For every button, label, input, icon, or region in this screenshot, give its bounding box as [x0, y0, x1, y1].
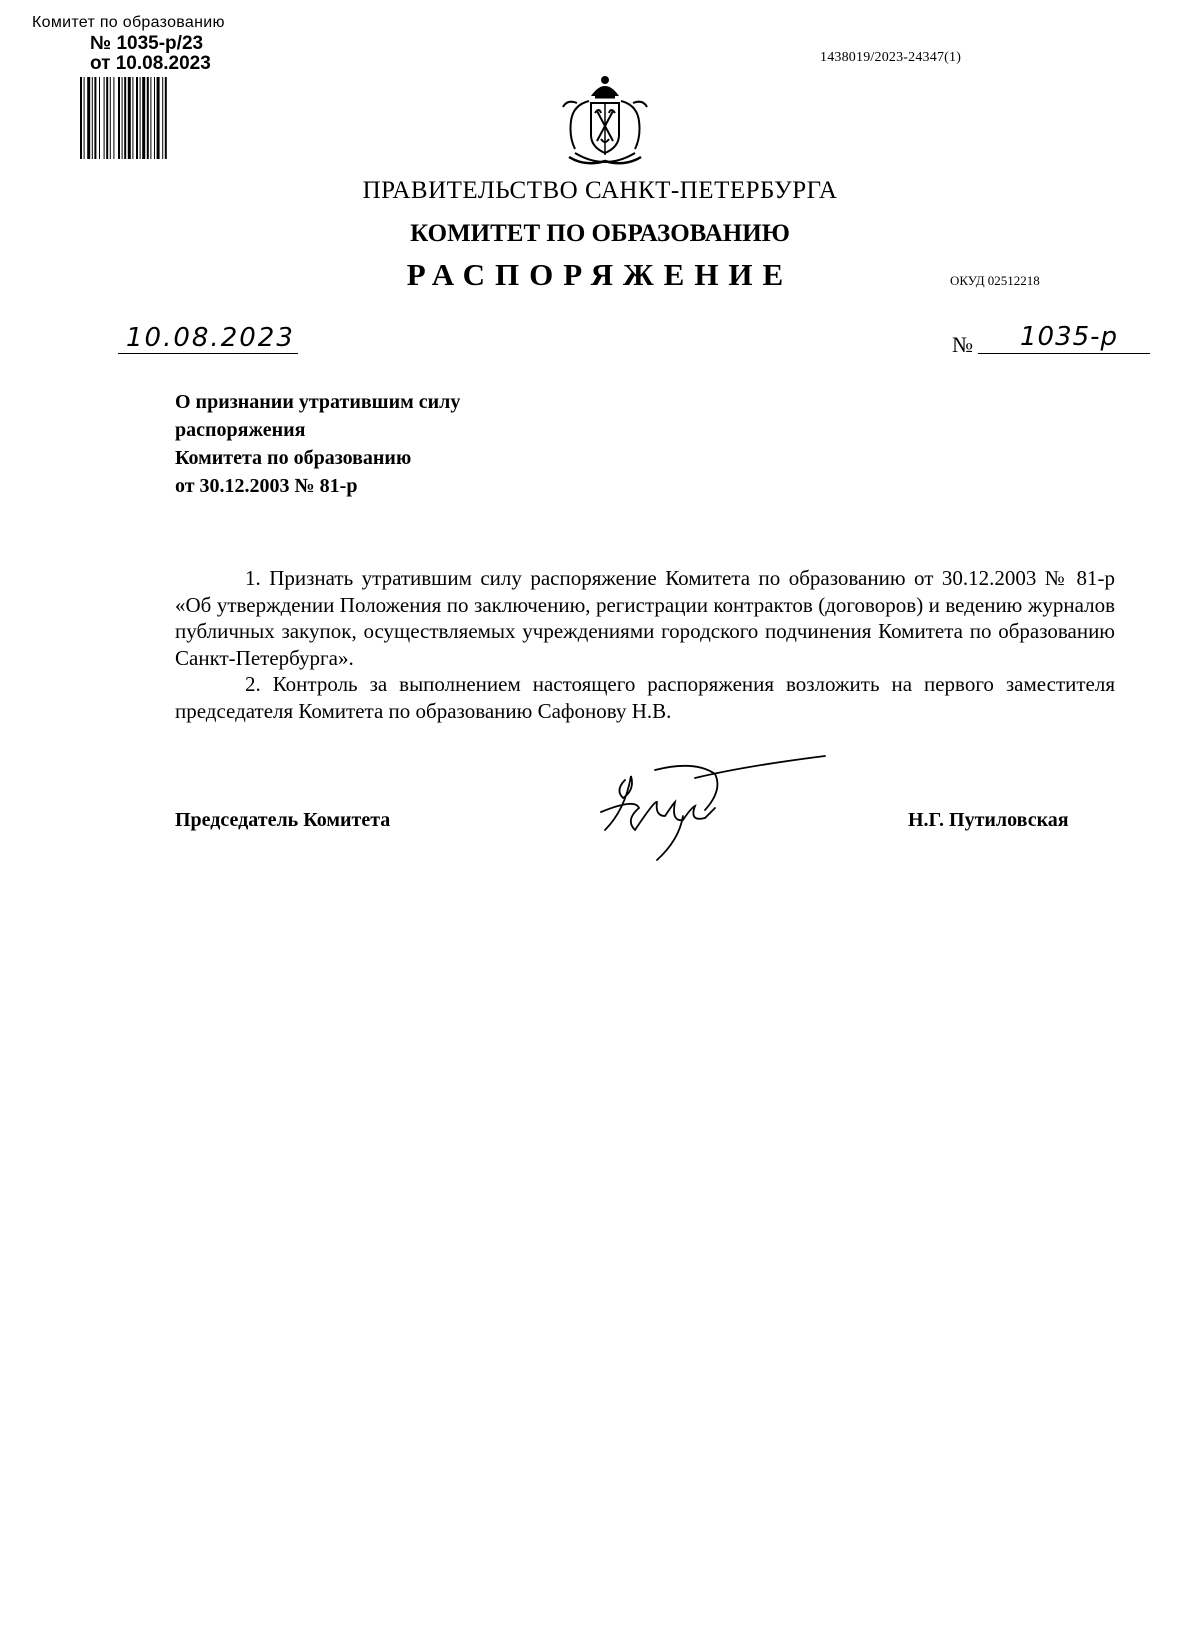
document-number-handwritten: 1035-р	[1020, 322, 1119, 352]
document-type-heading: РАСПОРЯЖЕНИЕ	[406, 257, 794, 292]
body-paragraph: 1. Признать утратившим силу распоряжение Комитета по образованию от 30.12.2003 № 81-р «Об утверждении Положения по заключению, регистрации контрактов (договоров) и ведению журналов публичных закупок, осуществляемых учреждениями городского подчинения Комитета по образованию Санкт-Петербурга».	[175, 566, 1115, 670]
body-paragraph: 2. Контроль за выполнением настоящего распоряжения возложить на первого заместителя председателя Комитета по образованию Сафонову Н.В.	[175, 672, 1115, 723]
subject-line: Комитета по образованию	[175, 447, 412, 469]
subject-line: от 30.12.2003 № 81-р	[175, 475, 358, 497]
document-subject	[175, 388, 460, 500]
coat-of-arms-icon	[555, 73, 655, 173]
subject-line: О признании утратившим силу	[175, 391, 461, 413]
committee-heading: КОМИТЕТ ПО ОБРАЗОВАНИЮ	[410, 220, 790, 247]
document-date-handwritten: 10.08.2023	[118, 323, 298, 354]
subject-line: распоряжения	[175, 419, 306, 441]
stamp-number: № 1035-р/23	[90, 33, 204, 54]
stamp-organization: Комитет по образованию	[32, 14, 225, 31]
signer-title: Председатель Комитета	[175, 809, 391, 831]
signer-name: Н.Г. Путиловская	[908, 809, 1069, 831]
barcode-icon	[80, 77, 230, 159]
document-body	[175, 565, 1115, 724]
handwritten-signature-icon	[595, 750, 830, 880]
number-label: №	[952, 332, 973, 357]
okud-code: ОКУД 02512218	[950, 273, 1040, 288]
government-heading: ПРАВИТЕЛЬСТВО САНКТ-ПЕТЕРБУРГА	[362, 177, 838, 204]
stamp-date: от 10.08.2023	[90, 53, 211, 74]
number-underline	[978, 353, 1150, 354]
document-id: 1438019/2023-24347(1)	[820, 50, 962, 65]
